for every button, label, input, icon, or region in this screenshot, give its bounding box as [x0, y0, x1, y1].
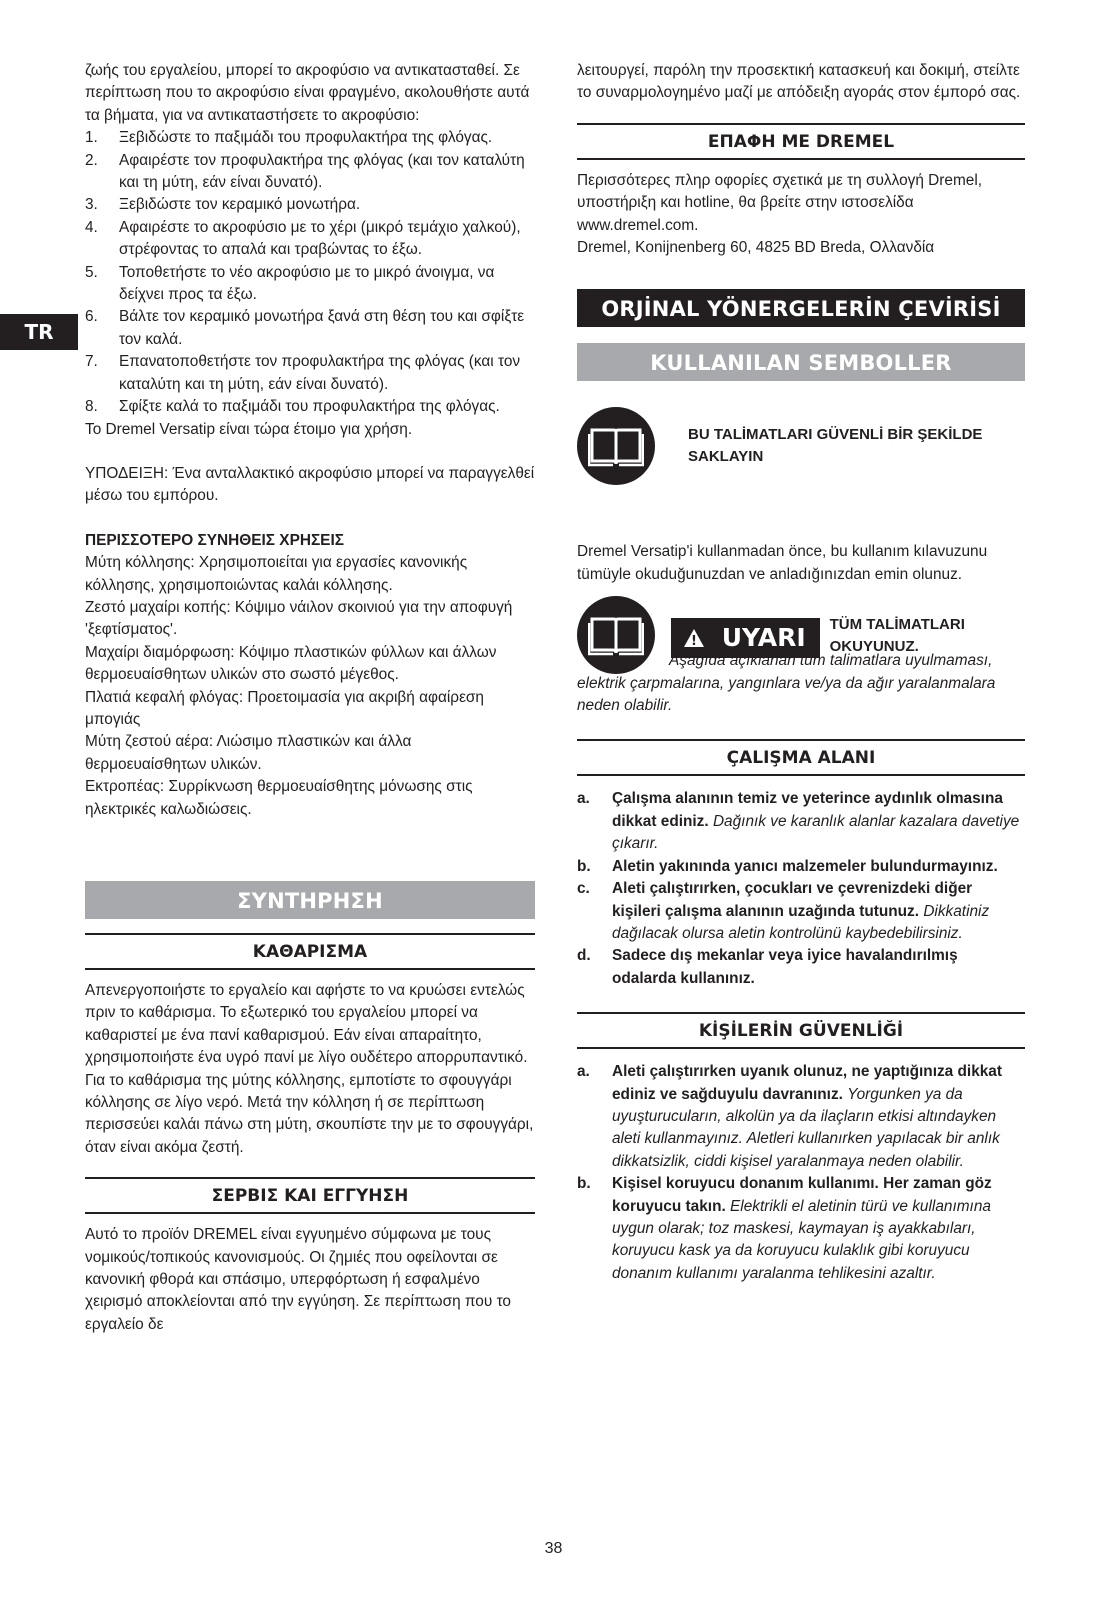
language-tab: TR	[0, 314, 78, 350]
nozzle-intro: ζωής του εργαλείου, μπορεί το ακροφύσιο να αντικατασταθεί. Σε περίπτωση που το ακροφύσιο είναι φραγμένο, ακολουθήστε αυτά τα βήματα, για να αντικαταστήσετε το ακροφύσιο:	[85, 62, 530, 124]
left-column	[85, 60, 535, 1336]
page-number: 38	[544, 1540, 563, 1557]
hint-text: ΥΠΟΔΕΙΞΗ: Ένα ανταλλακτικό ακροφύσιο μπορεί να παραγγελθεί μέσω του εμπόρου.	[85, 464, 535, 505]
read-all-text: TÜM TALİMATLARI OKUYUNUZ.	[829, 616, 965, 656]
cleaning-text: Απενεργοποιήστε το εργαλείο και αφήστε το να κρυώσει εντελώς πριν το καθάρισμα. Το εξωτερικό του εργαλείου μπορεί να καθαριστεί με ένα πανί καθαρισμού. Εάν είναι απαραίτητο, χρησιμοποιήστε ένα υγρό πανί με λίγο ουδέτερο απορρυπαντικό.	[85, 982, 528, 1067]
list-item: a. Aleti çalıştırırken uyanık olunuz, ne yaptığınıza dikkat ediniz ve sağduyulu davranınız. Yorgunken ya da uyuşturucuların, alkolün ya da ilaçların etkisi altındayken aleti kullanmayınız. Aletleri kullanırken yapılacak bir anlık dikkatsizlik, ciddi kişisel yaralanmaya neden olabilir.	[577, 1063, 1002, 1170]
read-manual-text: Dremel Versatip'i kullanmadan önce, bu kullanım kılavuzunu tümüyle okuduğunuzdan ve anladığınızdan emin olunuz.	[577, 543, 988, 583]
ready-text: Το Dremel Versatip είναι τώρα έτοιμο για χρήση.	[85, 420, 413, 438]
use-item: Πλατιά κεφαλή φλόγας: Προετοιμασία για ακριβή αφαίρεση μπογιάς	[85, 688, 484, 728]
step-item: 7. Επανατοποθετήστε τον προφυλακτήρα της φλόγας (και τον καταλύτη και τη μύτη, εάν είναι δυνατό).	[85, 353, 521, 393]
step-item: 5. Τοποθετήστε το νέο ακροφύσιο με το μικρό άνοιγμα, να δείχνει προς τα έξω.	[85, 263, 495, 304]
service-continued: λειτουργεί, παρόλη την προσεκτική κατασκευή και δοκιμή, στείλτε το συναρμολογημένο μαζί με απόδειξη αγοράς στον έμπορό σας.	[577, 62, 1021, 102]
list-item: b. Aletin yakınında yanıcı malzemeler bulundurmayınız.	[577, 857, 998, 875]
step-item: 6. Βάλτε τον κεραμικό μονωτήρα ξανά στη θέση του και σφίξτε τον καλά.	[85, 308, 525, 348]
use-item: Εκτροπέας: Συρρίκνωση θερμοευαίσθητης μόνωσης στις ηλεκτρικές καλωδιώσεις.	[85, 778, 473, 818]
list-item: a. Çalışma alanının temiz ve yeterince aydınlık olmasına dikkat ediniz. Dağınık ve karanlık alanlar kazalara davetiye çıkarır.	[577, 790, 1020, 853]
use-item: Μαχαίρι διαμόρφωση: Κόψιμο πλαστικών φύλλων και άλλων θερμοευαίσθητων υλικών στο σωστό μέγεθος.	[85, 643, 497, 684]
list-item: c. Aleti çalıştırırken, çocukları ve çevrenizdeki diğer kişileri çalışma alanının uzağında tutunuz. Dikkatiniz dağılacak olursa aletin kontrolünü kaybedebilirsiniz.	[577, 880, 990, 942]
contact-heading: ΕΠΑΦΗ ΜΕ DREMEL	[577, 123, 1025, 160]
cleaning-heading: ΚΑΘΑΡΙΣΜΑ	[85, 933, 535, 970]
step-item: 8. Σφίξτε καλά το παξιμάδι του προφυλακτήρα της φλόγας.	[85, 398, 500, 416]
list-item: b. Kişisel koruyucu donanım kullanımı. Her zaman göz koruyucu takın. Elektrikli el aletinin türü ve kullanımına uygun olarak; toz maskesi, kaymayan iş ayakkabıları, koruyucu kask ya da koruyucu kulaklık gibi koruyucu donanım kullanımı yaralanma tehlikesini azaltır.	[577, 1175, 992, 1282]
original-instructions-band: ORJİNAL YÖNERGELERİN ÇEVİRİSİ	[577, 289, 1025, 327]
cleaning-text-2: Για το καθάρισμα της μύτης κόλλησης, εμποτίστε το σφουγγάρι κόλλησης σε λίγο νερό. Μετά την κόλληση ή σε περίπτωση περισσεύει καλάι πάνω στη μύτη, σκουπίστε την με το σφουγγάρι, όταν είναι ακόμα ζεστή.	[85, 1071, 534, 1156]
step-item: 4. Αφαιρέστε το ακροφύσιο με το χέρι (μικρό τεμάχιο χαλκού), στρέφοντας το απαλά και τραβώντας το έξω.	[85, 218, 521, 259]
service-heading: ΣΕΡΒΙΣ ΚΑΙ ΕΓΓΥΗΣΗ	[85, 1177, 535, 1214]
uses-heading: ΠΕΡΙΣΣΟΤΕΡΟ ΣΥΝΗΘΕΙΣ ΧΡΗΣΕΙΣ	[85, 531, 344, 549]
personal-safety-heading: KİŞİLERİN GÜVENLİĞİ	[577, 1012, 1025, 1049]
maintenance-band: ΣΥΝΤΗΡΗΣΗ	[85, 881, 535, 919]
right-column	[577, 60, 1025, 1285]
svg-text:!: !	[691, 634, 697, 649]
book-icon	[577, 596, 655, 674]
list-item: d. Sadece dış mekanlar veya iyice havalandırılmış odalarda kullanınız.	[577, 947, 958, 987]
warning-triangle-icon	[683, 628, 705, 648]
step-item: 2. Αφαιρέστε τον προφυλακτήρα της φλόγας (και τον καταλύτη και τη μύτη, εάν είναι δυνατό).	[85, 151, 525, 192]
personal-safety-list	[577, 1061, 1025, 1285]
warning-text: Aşağıda açıklanan tüm talimatlara uyulmaması, elektrik çarpmalarına, yangınlara ve/ya da ağır yaralanmalara neden olabilir.	[577, 652, 996, 715]
step-item: 3. Ξεβιδώστε τον κεραμικό μονωτήρα.	[85, 196, 361, 214]
contact-text: Περισσότερες πληρ οφορίες σχετικά με τη συλλογή Dremel, υποστήριξη και hotline, θα βρείτε στην ιστοσελίδα www.dremel.com.	[577, 171, 983, 234]
symbols-band: KULLANILAN SEMBOLLER	[577, 343, 1025, 381]
work-area-list	[577, 788, 1025, 990]
keep-instructions-row	[577, 407, 1025, 485]
step-item: 1. Ξεβιδώστε το παξιμάδι του προφυλακτήρα της φλόγας.	[85, 129, 493, 147]
book-icon	[577, 407, 655, 485]
service-text: Αυτό το προϊόν DREMEL είναι εγγυημένο σύμφωνα με τους νομικούς/τοπικούς κανονισμούς. Οι ζημιές που οφείλονται σε κανονική φθορά και σπάσιμο, υπερφόρτωση ή εσφαλμένο χειρισμό αποκλείονται από την εγγύηση. Σε περίπτωση που το εργαλείο δε	[85, 1226, 511, 1333]
work-area-heading: ÇALIŞMA ALANI	[577, 739, 1025, 776]
use-item: Μύτη ζεστού αέρα: Λιώσιμο πλαστικών και άλλα θερμοευαίσθητων υλικών.	[85, 733, 412, 773]
use-item: Μύτη κόλλησης: Χρησιμοποιείται για εργασίες κανονικής κόλλησης, χρησιμοποιώντας καλάι κόλλησης.	[85, 554, 468, 594]
warning-badge: ! UYARI	[671, 618, 820, 658]
nozzle-steps	[85, 127, 535, 418]
use-item: Ζεστό μαχαίρι κοπής: Κόψιμο νάιλον σκοινιού για την αποφυγή 'ξεφτίσματος'.	[85, 598, 513, 639]
keep-instructions-text: BU TALİMATLARI GÜVENLİ BİR ŞEKİLDE SAKLAYIN	[688, 426, 983, 466]
contact-address: Dremel, Konijnenberg 60, 4825 BD Breda, Ολλανδία	[577, 239, 935, 257]
